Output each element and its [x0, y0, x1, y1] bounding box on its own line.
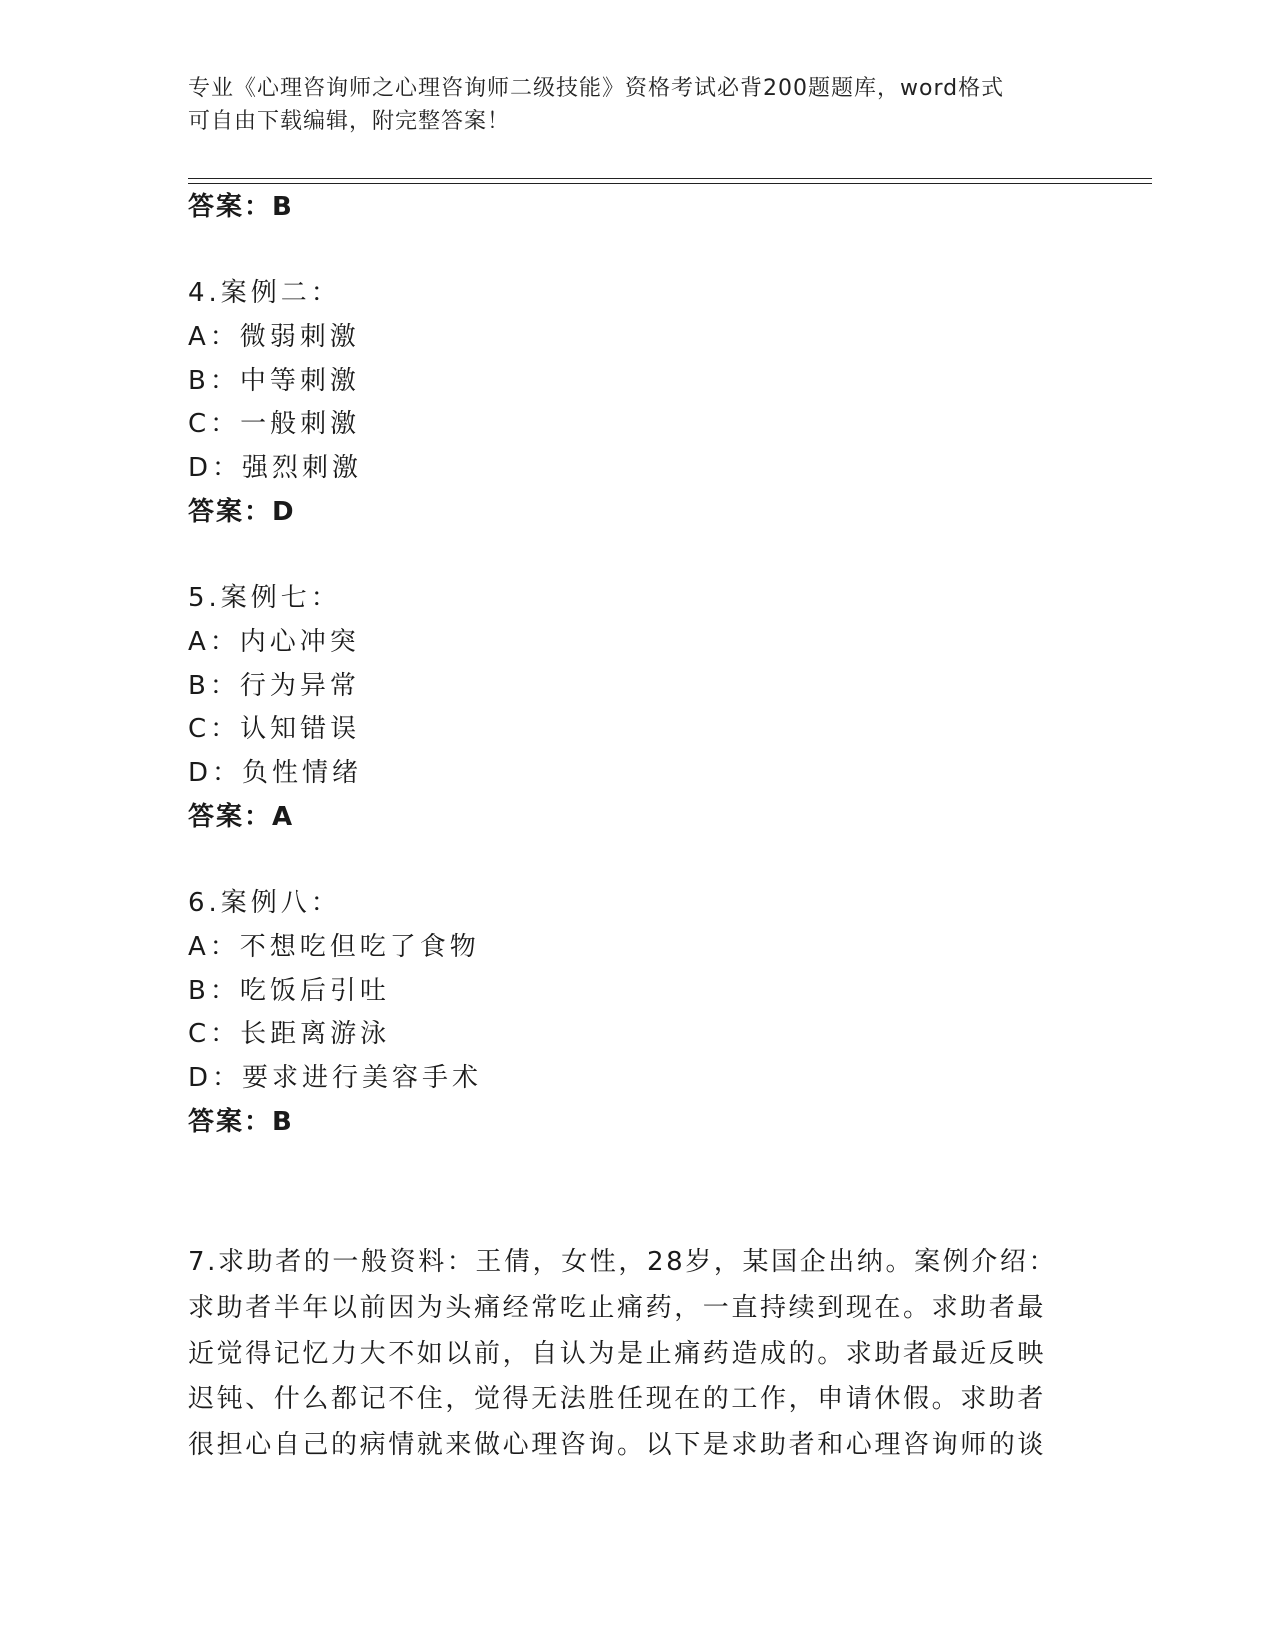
- answer-previous: 答案：B: [188, 192, 294, 222]
- question-5-option-a: A：内心冲突: [188, 627, 360, 657]
- question-4-title: 4.案例二：: [188, 278, 341, 308]
- header-rule-bottom: [188, 183, 1152, 184]
- question-4-option-c: C：一般刺激: [188, 409, 361, 439]
- header-line-1: 专业《心理咨询师之心理咨询师二级技能》资格考试必背200题题库，word格式: [188, 76, 1005, 101]
- question-5-option-c: C：认知错误: [188, 714, 361, 744]
- question-5-option-d: D：负性情绪: [188, 758, 363, 788]
- question-4-option-a: A：微弱刺激: [188, 322, 360, 352]
- header-line-2: 可自由下载编辑，附完整答案！: [188, 109, 511, 134]
- question-5-title: 5.案例七：: [188, 583, 341, 613]
- question-4-option-b: B：中等刺激: [188, 366, 360, 396]
- question-6-option-b: B：吃饭后引吐: [188, 976, 390, 1006]
- question-4-option-d: D：强烈刺激: [188, 453, 363, 483]
- question-7-text: 7.求助者的一般资料：王倩，女性，28岁，某国企出纳。案例介绍：求助者半年以前因为头痛经常吃止痛药，一直持续到现在。求助者最近觉得记忆力大不如以前，自认为是止痛药造成的。求助者最近反映迟钝、什么都记不住，觉得无法胜任现在的工作，申请休假。求助者很担心自己的病情就来做心理咨询。以下是求助者和心理咨询师的谈: [188, 1247, 1058, 1461]
- question-4-answer: 答案：D: [188, 497, 296, 527]
- question-6-answer: 答案：B: [188, 1107, 294, 1137]
- question-6-option-d: D：要求进行美容手术: [188, 1063, 483, 1093]
- question-6-title: 6.案例八：: [188, 888, 341, 918]
- question-5-answer: 答案：A: [188, 802, 295, 832]
- question-6-option-a: A：不想吃但吃了食物: [188, 932, 480, 962]
- document-header: [188, 72, 1068, 138]
- header-rule-top: [188, 178, 1152, 179]
- question-6-option-c: C：长距离游泳: [188, 1019, 391, 1049]
- question-5-option-b: B：行为异常: [188, 671, 360, 701]
